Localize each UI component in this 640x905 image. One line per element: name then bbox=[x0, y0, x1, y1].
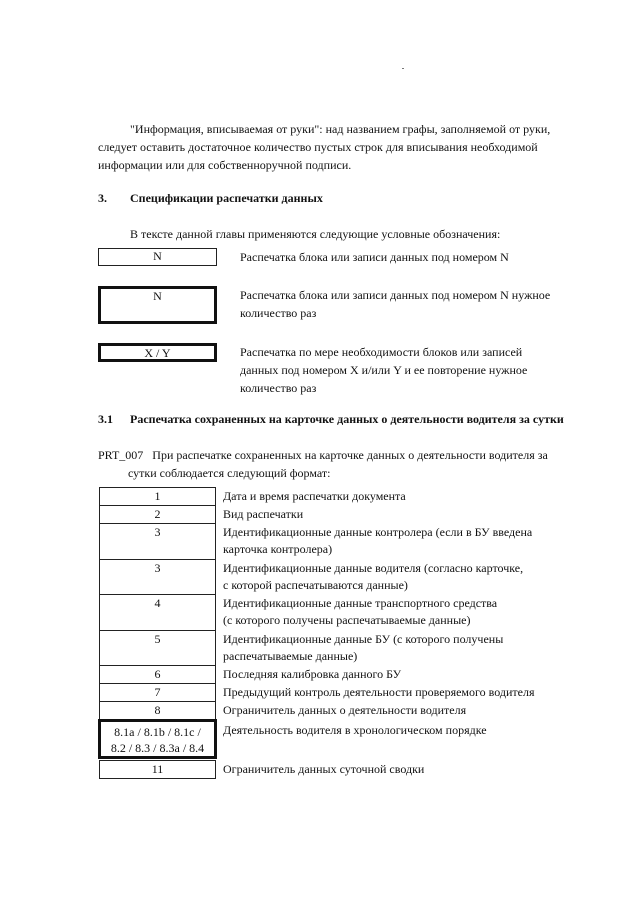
legend-line: Распечатка блока или записи данных под номером N bbox=[240, 250, 509, 264]
conventions-intro-text: В тексте данной главы применяются следующие условные обозначения: bbox=[130, 227, 501, 241]
block-cell: 11 bbox=[99, 760, 216, 779]
section-31-title: Распечатка сохраненных на карточке данных о деятельности водителя за сутки bbox=[130, 412, 564, 426]
intro-line: информации или для собственноручной подписи. bbox=[98, 158, 352, 172]
intro-paragraph bbox=[98, 120, 578, 174]
legend-line: Распечатка по мере необходимости блоков или записей bbox=[240, 345, 523, 359]
prt007-line bbox=[98, 446, 578, 464]
legend-description bbox=[240, 248, 580, 266]
block-description bbox=[223, 506, 583, 523]
block-description bbox=[223, 761, 583, 778]
legend-line: данных под номером X и/или Y и ее повторение нужное bbox=[240, 363, 528, 377]
prt007-paragraph bbox=[98, 446, 578, 482]
block-description bbox=[223, 524, 583, 558]
scan-speck bbox=[402, 68, 404, 69]
block-cell: 8 bbox=[99, 701, 216, 720]
legend-description bbox=[240, 343, 580, 397]
block-cell: 4 bbox=[99, 594, 216, 631]
block-description bbox=[223, 560, 583, 594]
block-cell: 1 bbox=[99, 487, 216, 506]
block-description bbox=[223, 684, 583, 701]
prt007-line: сутки соблюдается следующий формат: bbox=[128, 466, 331, 480]
block-cell-line: 8.2 / 8.3 / 8.3a / 8.4 bbox=[110, 741, 205, 755]
desc-line: Идентификационные данные водителя (согласно карточке, bbox=[223, 561, 524, 575]
block-cell: 3 bbox=[99, 523, 216, 560]
legend-line: Распечатка блока или записи данных под номером N нужное bbox=[240, 288, 551, 302]
prt007-text: При распечатке сохраненных на карточке данных о деятельности водителя за bbox=[152, 448, 548, 462]
block-description bbox=[223, 595, 583, 629]
block-cell: 5 bbox=[99, 630, 216, 666]
block-description bbox=[223, 488, 583, 505]
desc-line: Ограничитель данных суточной сводки bbox=[223, 762, 425, 776]
section-31-number: 3.1 bbox=[98, 412, 113, 426]
section-3-number: 3. bbox=[98, 191, 107, 205]
block-cell: 3 bbox=[99, 559, 216, 595]
intro-line: "Информация, вписываемая от руки": над названием графы, заполняемой от руки, bbox=[130, 122, 551, 136]
desc-line: Последняя калибровка данного БУ bbox=[223, 667, 402, 681]
block-description bbox=[223, 631, 583, 665]
block-cell: 2 bbox=[99, 505, 216, 524]
desc-line: Идентификационные данные БУ (с которого получены bbox=[223, 632, 504, 646]
block-cell: 6 bbox=[99, 665, 216, 684]
desc-line: Деятельность водителя в хронологическом порядке bbox=[223, 723, 487, 737]
block-description bbox=[223, 702, 583, 719]
desc-line: с которой распечатываются данные) bbox=[223, 578, 408, 592]
legend-line: количество раз bbox=[240, 381, 317, 395]
intro-line: следует оставить достаточное количество пустых строк для вписывания необходимой bbox=[98, 140, 538, 154]
legend-symbol-optional: X / Y bbox=[98, 343, 217, 362]
desc-line: Идентификационные данные контролера (если в БУ введена bbox=[223, 525, 533, 539]
desc-line: Ограничитель данных о деятельности водителя bbox=[223, 703, 467, 717]
block-cell: 7 bbox=[99, 683, 216, 702]
desc-line: распечатываемые данные) bbox=[223, 649, 358, 663]
desc-line: карточка контролера) bbox=[223, 542, 333, 556]
block-description bbox=[223, 722, 583, 739]
legend-symbol-single: N bbox=[98, 248, 217, 266]
block-description bbox=[223, 666, 583, 683]
desc-line: Дата и время распечатки документа bbox=[223, 489, 406, 503]
legend-line: количество раз bbox=[240, 306, 317, 320]
legend-description bbox=[240, 286, 580, 322]
block-cell-activity bbox=[98, 719, 217, 759]
legend-symbol-repeated: N bbox=[98, 286, 217, 324]
desc-line: Идентификационные данные транспортного средства bbox=[223, 596, 498, 610]
desc-line: Вид распечатки bbox=[223, 507, 304, 521]
desc-line: (с которого получены распечатываемые данные) bbox=[223, 613, 471, 627]
requirement-code: PRT_007 bbox=[98, 448, 144, 462]
conventions-intro bbox=[130, 225, 610, 243]
block-cell-line: 8.1a / 8.1b / 8.1c / bbox=[114, 725, 201, 739]
section-3-title: Спецификации распечатки данных bbox=[130, 191, 323, 205]
desc-line: Предыдущий контроль деятельности проверяемого водителя bbox=[223, 685, 535, 699]
